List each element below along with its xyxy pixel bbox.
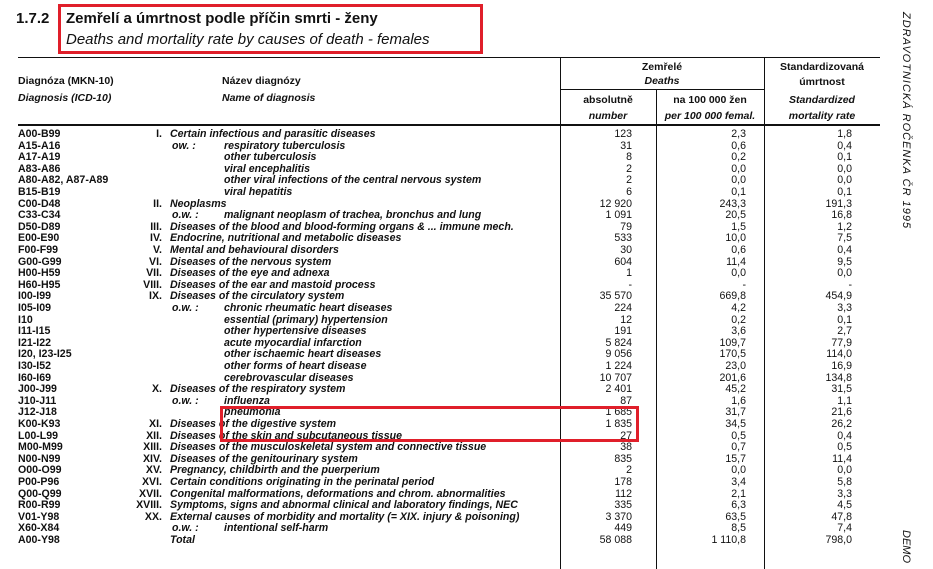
table-row bbox=[0, 291, 880, 302]
standardized-rate: 7,5 bbox=[837, 232, 852, 245]
deaths-per-100k: 23,0 bbox=[725, 360, 746, 372]
deaths-per-100k: 0,6 bbox=[731, 139, 746, 152]
diagnosis-code: O00-O99 bbox=[18, 464, 62, 477]
standardized-rate: 1,8 bbox=[837, 128, 852, 140]
diagnosis-name: Pregnancy, childbirth and the puerperium bbox=[170, 464, 380, 477]
diagnosis-code: H00-H59 bbox=[18, 267, 61, 280]
standardized-rate: 0,0 bbox=[837, 267, 852, 280]
deaths-per-100k: - bbox=[742, 278, 746, 291]
standardized-rate: 0,4 bbox=[837, 244, 852, 256]
table-row bbox=[0, 210, 880, 221]
diagnosis-code: F00-F99 bbox=[18, 244, 59, 256]
deaths-absolute: 87 bbox=[620, 394, 632, 407]
deaths-absolute: 79 bbox=[620, 220, 632, 233]
standardized-rate: 0,1 bbox=[837, 151, 852, 164]
table-row bbox=[0, 373, 880, 384]
deaths-per-100k: 31,7 bbox=[725, 406, 746, 419]
diagnosis-name: pneumonia bbox=[224, 406, 281, 419]
table-row bbox=[0, 338, 880, 349]
header-std-en-2: mortality rate bbox=[788, 110, 856, 122]
deaths-per-100k: 0,0 bbox=[731, 162, 746, 175]
table-row bbox=[0, 268, 880, 279]
chapter-numeral: VIII. bbox=[143, 278, 162, 291]
of-which-label: o.w. : bbox=[172, 522, 199, 535]
diagnosis-name: Diseases of the circulatory system bbox=[170, 290, 345, 303]
table-row bbox=[0, 454, 880, 465]
deaths-per-100k: 2,1 bbox=[731, 487, 746, 500]
deaths-absolute: 1 bbox=[626, 267, 632, 280]
deaths-absolute: 1 685 bbox=[605, 406, 632, 419]
deaths-per-100k: 0,2 bbox=[731, 151, 746, 164]
diagnosis-name: other viral infections of the central nervous system bbox=[224, 174, 482, 187]
table-row bbox=[0, 245, 880, 256]
deaths-absolute: 604 bbox=[614, 255, 632, 268]
diagnosis-code: K00-K93 bbox=[18, 418, 61, 430]
table-number: 1.7.2 bbox=[16, 10, 50, 27]
diagnosis-code: J10-J11 bbox=[18, 394, 57, 407]
diagnosis-name: viral hepatitis bbox=[224, 186, 293, 198]
deaths-per-100k: 669,8 bbox=[719, 290, 746, 303]
diagnosis-name: Total bbox=[170, 534, 195, 546]
standardized-rate: 21,6 bbox=[831, 406, 852, 419]
deaths-per-100k: 6,3 bbox=[731, 499, 746, 512]
diagnosis-name: External causes of morbidity and mortality (= XIX. injury & poisoning) bbox=[170, 510, 520, 523]
table-title-english: Deaths and mortality rate by causes of death - females bbox=[66, 31, 430, 48]
deaths-absolute: 27 bbox=[620, 429, 632, 442]
deaths-absolute: 178 bbox=[614, 476, 632, 488]
chapter-numeral: XV. bbox=[145, 464, 162, 477]
diagnosis-code: C33-C34 bbox=[18, 209, 61, 222]
standardized-rate: 0,0 bbox=[837, 162, 852, 175]
deaths-per-100k: 109,7 bbox=[719, 336, 746, 349]
diagnosis-name: Diseases of the nervous system bbox=[170, 255, 332, 268]
chapter-numeral: XVI. bbox=[141, 476, 162, 488]
deaths-per-100k: 0,6 bbox=[731, 244, 746, 256]
standardized-rate: 2,7 bbox=[837, 325, 852, 338]
diagnosis-name: Diseases of the genitourinary system bbox=[170, 452, 358, 465]
diagnosis-code: A80-A82, A87-A89 bbox=[18, 174, 109, 187]
deaths-absolute: 835 bbox=[614, 452, 632, 465]
deaths-per-100k: 10,0 bbox=[725, 232, 746, 245]
diagnosis-code: J00-J99 bbox=[18, 383, 57, 396]
diagnosis-name: Diseases of the respiratory system bbox=[170, 383, 346, 396]
standardized-rate: 114,0 bbox=[826, 348, 852, 361]
diagnosis-code: A17-A19 bbox=[18, 151, 61, 164]
header-std-cz-1: Standardizovaná bbox=[779, 61, 865, 73]
header-name-en: Name of diagnosis bbox=[222, 92, 316, 104]
of-which-label: o.w. : bbox=[172, 394, 199, 407]
standardized-rate: 3,3 bbox=[837, 487, 852, 500]
diagnosis-code: G00-G99 bbox=[18, 255, 62, 268]
deaths-absolute: 335 bbox=[614, 499, 632, 512]
deaths-per-100k: 34,5 bbox=[725, 418, 746, 430]
table-row bbox=[0, 477, 880, 488]
deaths-absolute: 2 401 bbox=[605, 383, 632, 396]
chapter-numeral: XVII. bbox=[139, 487, 162, 500]
deaths-per-100k: 0,1 bbox=[731, 186, 746, 198]
deaths-per-100k: 15,7 bbox=[725, 452, 746, 465]
standardized-rate: 0,0 bbox=[837, 464, 852, 477]
diagnosis-name: other forms of heart disease bbox=[224, 360, 367, 372]
diagnosis-code: I05-I09 bbox=[18, 302, 51, 314]
table-row bbox=[0, 280, 880, 291]
running-head-yearbook: ZDRAVOTNICKÁ ROČENKA ČR 1995 bbox=[900, 12, 912, 230]
diagnosis-code: P00-P96 bbox=[18, 476, 60, 488]
deaths-absolute: 12 920 bbox=[599, 197, 632, 210]
header-per100k-en: per 100 000 femal. bbox=[664, 110, 756, 122]
diagnosis-code: R00-R99 bbox=[18, 499, 61, 512]
diagnosis-code: X60-X84 bbox=[18, 522, 60, 535]
diagnosis-code: I30-I52 bbox=[18, 360, 51, 372]
header-diagnosis-cz: Diagnóza (MKN-10) bbox=[18, 75, 114, 87]
diagnosis-code: B15-B19 bbox=[18, 186, 61, 198]
diagnosis-name: Diseases of the blood and blood-forming organs & ... immune mech. bbox=[170, 220, 514, 233]
deaths-per-100k: 11,4 bbox=[726, 255, 746, 268]
deaths-absolute: 58 088 bbox=[599, 534, 632, 546]
chapter-numeral: XI. bbox=[149, 418, 162, 430]
chapter-numeral: VI. bbox=[149, 255, 162, 268]
standardized-rate: 77,9 bbox=[831, 336, 852, 349]
chapter-numeral: XIV. bbox=[142, 452, 162, 465]
deaths-absolute: 8 bbox=[626, 151, 632, 164]
diagnosis-name: chronic rheumatic heart diseases bbox=[224, 302, 393, 314]
deaths-per-100k: 170,5 bbox=[719, 348, 746, 361]
table-row bbox=[0, 349, 880, 360]
table-row bbox=[0, 152, 880, 163]
deaths-per-100k: 1 110,8 bbox=[711, 534, 746, 546]
standardized-rate: 4,5 bbox=[837, 499, 852, 512]
deaths-per-100k: 4,2 bbox=[731, 302, 746, 314]
standardized-rate: 134,8 bbox=[825, 371, 852, 384]
deaths-absolute: 10 707 bbox=[599, 371, 632, 384]
deaths-absolute: - bbox=[628, 278, 632, 291]
diagnosis-name: Congenital malformations, deformations and chrom. abnormalities bbox=[170, 487, 506, 500]
standardized-rate: 454,9 bbox=[825, 290, 852, 303]
standardized-rate: 0,4 bbox=[837, 139, 852, 152]
deaths-per-100k: 201,6 bbox=[719, 371, 746, 384]
diagnosis-name: influenza bbox=[224, 394, 270, 407]
deaths-per-100k: 0,0 bbox=[731, 174, 746, 187]
chapter-numeral: XX. bbox=[144, 510, 162, 523]
deaths-per-100k: 0,7 bbox=[731, 441, 746, 454]
deaths-per-100k: 3,6 bbox=[731, 325, 746, 338]
standardized-rate: 0,1 bbox=[837, 186, 852, 198]
diagnosis-name: Diseases of the skin and subcutaneous tissue bbox=[170, 429, 402, 442]
deaths-absolute: 3 370 bbox=[605, 510, 632, 523]
standardized-rate: 0,4 bbox=[837, 429, 852, 442]
diagnosis-code: E00-E90 bbox=[18, 232, 60, 245]
table-row bbox=[0, 303, 880, 314]
diagnosis-name: Certain conditions originating in the perinatal period bbox=[170, 476, 435, 488]
deaths-absolute: 35 570 bbox=[599, 290, 632, 303]
table-row bbox=[0, 257, 880, 268]
diagnosis-code: C00-D48 bbox=[18, 197, 61, 210]
diagnosis-name: Diseases of the eye and adnexa bbox=[170, 267, 330, 280]
deaths-absolute: 12 bbox=[620, 313, 632, 326]
deaths-absolute: 6 bbox=[626, 186, 632, 198]
standardized-rate: 191,3 bbox=[825, 197, 852, 210]
diagnosis-code: Q00-Q99 bbox=[18, 487, 62, 500]
diagnosis-name: Endocrine, nutritional and metabolic diseases bbox=[170, 232, 402, 245]
chapter-numeral: X. bbox=[151, 383, 162, 396]
table-row bbox=[0, 164, 880, 175]
table-row bbox=[0, 535, 880, 546]
diagnosis-name: viral encephalitis bbox=[224, 162, 310, 175]
diagnosis-code: N00-N99 bbox=[18, 452, 61, 465]
diagnosis-code: A00-B99 bbox=[18, 128, 61, 140]
deaths-per-100k: 1,6 bbox=[731, 394, 746, 407]
chapter-numeral: V. bbox=[152, 244, 162, 256]
diagnosis-name: cerebrovascular diseases bbox=[224, 371, 354, 384]
header-diagnosis-en: Diagnosis (ICD-10) bbox=[18, 92, 112, 104]
table-row bbox=[0, 222, 880, 233]
table-row bbox=[0, 396, 880, 407]
diagnosis-name: acute myocardial infarction bbox=[224, 336, 362, 349]
deaths-per-100k: 63,5 bbox=[725, 510, 746, 523]
standardized-rate: 26,2 bbox=[831, 418, 852, 430]
table-row bbox=[0, 500, 880, 511]
deaths-absolute: 1 835 bbox=[605, 418, 632, 430]
diagnosis-code: I60-I69 bbox=[18, 371, 51, 384]
standardized-rate: 1,2 bbox=[837, 220, 852, 233]
table-row bbox=[0, 326, 880, 337]
header-absolute-en: number bbox=[588, 110, 628, 122]
standardized-rate: 1,1 bbox=[837, 394, 852, 407]
table-row bbox=[0, 489, 880, 500]
diagnosis-code: A00-Y98 bbox=[18, 534, 60, 546]
standardized-rate: 0,1 bbox=[837, 313, 852, 326]
diagnosis-code: L00-L99 bbox=[18, 429, 59, 442]
chapter-numeral: VII. bbox=[146, 267, 162, 280]
deaths-absolute: 1 224 bbox=[605, 360, 632, 372]
header-name-cz: Název diagnózy bbox=[222, 75, 301, 87]
diagnosis-name: malignant neoplasm of trachea, bronchus and lung bbox=[224, 209, 482, 222]
header-std-cz-2: úmrtnost bbox=[799, 76, 845, 88]
diagnosis-name: essential (primary) hypertension bbox=[224, 313, 388, 326]
chapter-numeral: IV. bbox=[150, 232, 162, 245]
chapter-numeral: II. bbox=[153, 197, 162, 210]
deaths-per-100k: 8,5 bbox=[731, 522, 746, 535]
of-which-label: o.w. : bbox=[172, 209, 199, 222]
diagnosis-name: Diseases of the musculoskeletal system and connective tissue bbox=[170, 441, 487, 454]
header-top-rule bbox=[18, 57, 880, 58]
chapter-numeral: XIII. bbox=[143, 441, 162, 454]
table-row bbox=[0, 465, 880, 476]
standardized-rate: 798,0 bbox=[825, 534, 852, 546]
diagnosis-code: I21-I22 bbox=[18, 336, 51, 349]
diagnosis-name: Mental and behavioural disorders bbox=[170, 244, 339, 256]
standardized-rate: - bbox=[848, 278, 852, 291]
diagnosis-name: other tuberculosis bbox=[224, 151, 317, 164]
deaths-absolute: 1 091 bbox=[605, 209, 632, 222]
deaths-per-100k: 1,5 bbox=[731, 220, 746, 233]
standardized-rate: 16,9 bbox=[831, 360, 852, 372]
deaths-absolute: 123 bbox=[614, 128, 632, 140]
deaths-absolute: 31 bbox=[620, 139, 632, 152]
deaths-per-100k: 0,2 bbox=[731, 313, 746, 326]
standardized-rate: 11,4 bbox=[832, 452, 852, 465]
diagnosis-name: Symptoms, signs and abnormal clinical and laboratory findings, NEC bbox=[170, 499, 518, 512]
diagnosis-name: Diseases of the digestive system bbox=[170, 418, 337, 430]
chapter-numeral: XII. bbox=[146, 429, 162, 442]
table-row bbox=[0, 141, 880, 152]
diagnosis-name: Diseases of the ear and mastoid process bbox=[170, 278, 376, 291]
deaths-per-100k: 2,3 bbox=[731, 128, 746, 140]
deaths-absolute: 9 056 bbox=[605, 348, 632, 361]
standardized-rate: 7,4 bbox=[837, 522, 852, 535]
diagnosis-name: intentional self-harm bbox=[224, 522, 329, 535]
diagnosis-name: respiratory tuberculosis bbox=[224, 139, 346, 152]
diagnosis-code: I10 bbox=[18, 313, 33, 326]
chapter-numeral: IX. bbox=[149, 290, 162, 303]
standardized-rate: 0,0 bbox=[837, 174, 852, 187]
deaths-absolute: 2 bbox=[626, 464, 632, 477]
header-absolute-cz: absolutně bbox=[583, 94, 633, 106]
diagnosis-code: A83-A86 bbox=[18, 162, 61, 175]
deaths-absolute: 2 bbox=[626, 162, 632, 175]
table-row bbox=[0, 361, 880, 372]
table-row bbox=[0, 512, 880, 523]
diagnosis-name: Certain infectious and parasitic diseases bbox=[170, 128, 376, 140]
table-row bbox=[0, 315, 880, 326]
diagnosis-code: I20, I23-I25 bbox=[18, 348, 72, 361]
deaths-absolute: 533 bbox=[614, 232, 632, 245]
diagnosis-name: other hypertensive diseases bbox=[224, 325, 367, 338]
chapter-numeral: I. bbox=[156, 128, 162, 140]
deaths-header-rule bbox=[560, 89, 764, 90]
table-title-czech: Zemřelí a úmrtnost podle příčin smrti - ženy bbox=[66, 10, 378, 27]
diagnosis-name: other ischaemic heart diseases bbox=[224, 348, 382, 361]
table-row bbox=[0, 199, 880, 210]
table-row bbox=[0, 523, 880, 534]
diagnosis-code: A15-A16 bbox=[18, 139, 61, 152]
deaths-per-100k: 3,4 bbox=[731, 476, 746, 488]
deaths-absolute: 191 bbox=[614, 325, 632, 338]
header-deaths-cz: Zemřelé bbox=[641, 61, 683, 73]
diagnosis-code: I11-I15 bbox=[18, 325, 51, 338]
table-row bbox=[0, 233, 880, 244]
header-deaths-en: Deaths bbox=[644, 75, 680, 87]
deaths-per-100k: 0,5 bbox=[731, 429, 746, 442]
table-row bbox=[0, 442, 880, 453]
header-per100k-cz: na 100 000 žen bbox=[673, 94, 747, 106]
diagnosis-code: J12-J18 bbox=[18, 406, 57, 419]
of-which-label: o.w. : bbox=[172, 302, 199, 314]
deaths-per-100k: 45,2 bbox=[725, 383, 746, 396]
header-std-en-1: Standardized bbox=[789, 94, 855, 106]
table-row bbox=[0, 187, 880, 198]
deaths-per-100k: 0,0 bbox=[731, 267, 746, 280]
standardized-rate: 5,8 bbox=[837, 476, 852, 488]
influenza-pneumonia-highlight bbox=[220, 406, 639, 442]
standardized-rate: 3,3 bbox=[837, 302, 852, 314]
table-row bbox=[0, 384, 880, 395]
standardized-rate: 0,5 bbox=[837, 441, 852, 454]
deaths-absolute: 112 bbox=[615, 487, 632, 500]
deaths-absolute: 30 bbox=[620, 244, 632, 256]
diagnosis-name: Neoplasms bbox=[170, 197, 227, 210]
running-head-bottom: DEMO bbox=[900, 530, 912, 563]
deaths-absolute: 2 bbox=[626, 174, 632, 187]
standardized-rate: 9,5 bbox=[837, 255, 852, 268]
table-row bbox=[0, 129, 880, 140]
chapter-numeral: XVIII. bbox=[136, 499, 162, 512]
diagnosis-code: M00-M99 bbox=[18, 441, 63, 454]
diagnosis-code: H60-H95 bbox=[18, 278, 61, 291]
deaths-absolute: 449 bbox=[614, 522, 632, 535]
deaths-absolute: 5 824 bbox=[605, 336, 632, 349]
deaths-per-100k: 243,3 bbox=[719, 197, 746, 210]
standardized-rate: 31,5 bbox=[831, 383, 852, 396]
deaths-absolute: 224 bbox=[614, 302, 632, 314]
of-which-label: ow. : bbox=[172, 139, 196, 152]
diagnosis-code: I00-I99 bbox=[18, 290, 51, 303]
diagnosis-code: D50-D89 bbox=[18, 220, 61, 233]
diagnosis-code: V01-Y98 bbox=[18, 510, 60, 523]
chapter-numeral: III. bbox=[150, 220, 162, 233]
standardized-rate: 16,8 bbox=[831, 209, 852, 222]
deaths-absolute: 38 bbox=[620, 441, 632, 454]
deaths-per-100k: 20,5 bbox=[725, 209, 746, 222]
table-row bbox=[0, 175, 880, 186]
header-bottom-rule bbox=[18, 124, 880, 126]
standardized-rate: 47,8 bbox=[831, 510, 852, 523]
deaths-per-100k: 0,0 bbox=[731, 464, 746, 477]
